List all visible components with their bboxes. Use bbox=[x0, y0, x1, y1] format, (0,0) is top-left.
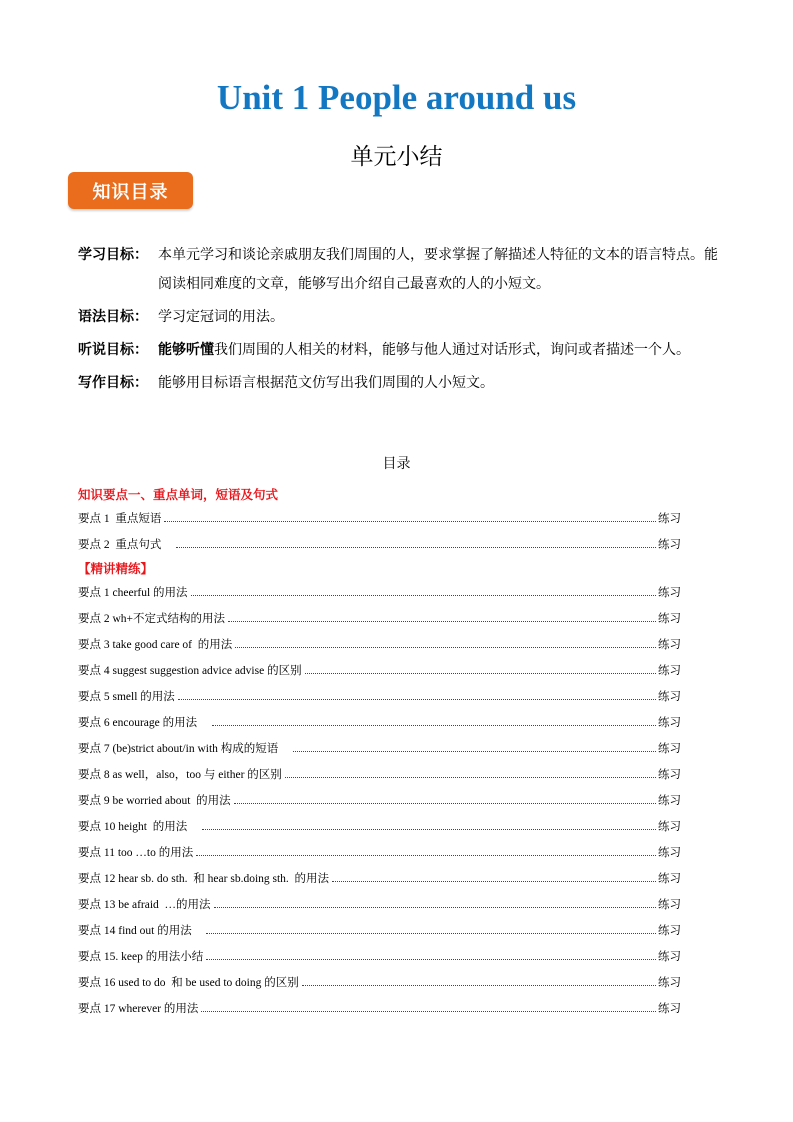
toc-entry-title: 要点 2 wh+不定式结构的用法 bbox=[78, 613, 226, 625]
toc-entry-page: 练习 bbox=[658, 899, 681, 911]
toc-leader-dots bbox=[191, 595, 656, 596]
toc-leader-dots bbox=[285, 777, 656, 778]
toc-entry[interactable] bbox=[78, 918, 681, 944]
toc-entry-title: 要点 10 height 的用法 bbox=[78, 821, 199, 833]
toc-entry[interactable] bbox=[78, 866, 681, 892]
toc-leader-dots bbox=[178, 699, 656, 700]
toc-entry-title: 要点 17 wherever 的用法 bbox=[78, 1003, 199, 1015]
toc-section-title: 【精讲精练】 bbox=[78, 561, 154, 576]
toc-entry-page: 练习 bbox=[658, 821, 681, 833]
toc-entry-page: 练习 bbox=[658, 1003, 681, 1015]
toc-entry-page: 练习 bbox=[658, 539, 681, 551]
toc-leader-dots bbox=[305, 673, 656, 674]
toc-entry[interactable] bbox=[78, 710, 681, 736]
toc-entry-page: 练习 bbox=[658, 639, 681, 651]
page-title: Unit 1 People around us bbox=[216, 78, 577, 117]
toc-leader-dots bbox=[206, 933, 656, 934]
toc-entry[interactable] bbox=[78, 532, 681, 558]
toc-leader-dots bbox=[332, 881, 656, 882]
goal-emphasis: 能够听懂 bbox=[158, 342, 214, 358]
toc-leader-dots bbox=[228, 621, 656, 622]
toc-entry[interactable] bbox=[78, 788, 681, 814]
toc-entry-page: 练习 bbox=[658, 513, 681, 525]
toc-entry[interactable] bbox=[78, 996, 681, 1022]
toc-entry[interactable] bbox=[78, 762, 681, 788]
toc-entry[interactable] bbox=[78, 684, 681, 710]
toc-entry-title: 要点 1 cheerful 的用法 bbox=[78, 587, 188, 599]
toc-entry-page: 练习 bbox=[658, 847, 681, 859]
table-of-contents bbox=[78, 484, 681, 1022]
toc-entry-page: 练习 bbox=[658, 925, 681, 937]
toc-entry-title: 要点 1 重点短语 bbox=[78, 513, 162, 525]
toc-entry-title: 要点 14 find out 的用法 bbox=[78, 925, 204, 937]
goal-grammar bbox=[78, 303, 723, 332]
toc-leader-dots bbox=[235, 647, 656, 648]
goal-text: 我们周围的人相关的材料，能够与他人通过对话形式，询问或者描述一个人。 bbox=[214, 342, 690, 358]
toc-entry-page: 练习 bbox=[658, 717, 681, 729]
toc-entry-page: 练习 bbox=[658, 665, 681, 677]
goal-text: 本单元学习和谈论亲戚朋友我们周围的人，要求掌握了解描述人特征的文本的语言特点。能阅读相同难度的文章，能够写出介绍自己最喜欢的人的小短文。 bbox=[158, 247, 718, 292]
goal-text: 学习定冠词的用法。 bbox=[158, 309, 284, 325]
toc-entry-title: 要点 8 as well，also，too 与 either 的区别 bbox=[78, 769, 282, 781]
toc-entry[interactable] bbox=[78, 840, 681, 866]
goal-label: 听说目标： bbox=[78, 342, 148, 358]
toc-leader-dots bbox=[293, 751, 656, 752]
toc-entry[interactable] bbox=[78, 580, 681, 606]
toc-entry-title: 要点 9 be worried about 的用法 bbox=[78, 795, 231, 807]
toc-entry[interactable] bbox=[78, 658, 681, 684]
toc-entry-page: 练习 bbox=[658, 691, 681, 703]
toc-entry-title: 要点 11 too …to 的用法 bbox=[78, 847, 194, 859]
toc-entry-page: 练习 bbox=[658, 977, 681, 989]
goal-listening-speaking bbox=[78, 336, 723, 365]
toc-entry-title: 要点 2 重点句式 bbox=[78, 539, 173, 551]
page-subtitle: 单元小结 bbox=[350, 144, 443, 170]
goal-label: 写作目标： bbox=[78, 375, 148, 391]
toc-entry[interactable] bbox=[78, 970, 681, 996]
toc-entry[interactable] bbox=[78, 814, 681, 840]
toc-entry-page: 练习 bbox=[658, 587, 681, 599]
toc-entry[interactable] bbox=[78, 506, 681, 532]
goal-study bbox=[78, 241, 723, 299]
learning-goals bbox=[78, 241, 723, 402]
toc-leader-dots bbox=[234, 803, 656, 804]
toc-leader-dots bbox=[176, 547, 656, 548]
toc-entry-page: 练习 bbox=[658, 795, 681, 807]
toc-entry-title: 要点 15. keep 的用法小结 bbox=[78, 951, 204, 963]
toc-leader-dots bbox=[164, 521, 656, 522]
toc-entry-page: 练习 bbox=[658, 613, 681, 625]
toc-entry-title: 要点 5 smell 的用法 bbox=[78, 691, 175, 703]
toc-entry-title: 要点 13 be afraid …的用法 bbox=[78, 899, 211, 911]
toc-leader-dots bbox=[202, 829, 656, 830]
toc-leader-dots bbox=[206, 959, 656, 960]
toc-leader-dots bbox=[214, 907, 656, 908]
toc-entry[interactable] bbox=[78, 892, 681, 918]
toc-entry[interactable] bbox=[78, 736, 681, 762]
toc-entry-title: 要点 16 used to do 和 be used to doing 的区别 bbox=[78, 977, 299, 989]
toc-leader-dots bbox=[201, 1011, 656, 1012]
toc-entry-title: 要点 4 suggest suggestion advice advise 的区别 bbox=[78, 665, 302, 677]
toc-leader-dots bbox=[196, 855, 656, 856]
toc-entry-title: 要点 12 hear sb. do sth. 和 hear sb.doing sth. 的用法 bbox=[78, 873, 330, 885]
toc-section-1-list bbox=[78, 506, 681, 558]
toc-entry-page: 练习 bbox=[658, 769, 681, 781]
toc-entry[interactable] bbox=[78, 606, 681, 632]
toc-entry-page: 练习 bbox=[658, 873, 681, 885]
toc-entry[interactable] bbox=[78, 632, 681, 658]
goal-writing bbox=[78, 369, 723, 398]
toc-section-title: 知识要点一、重点单词，短语及句式 bbox=[78, 487, 279, 502]
toc-entry[interactable] bbox=[78, 944, 681, 970]
toc-entry-title: 要点 7 (be)strict about/in with 构成的短语 bbox=[78, 743, 290, 755]
toc-heading: 目录 bbox=[382, 456, 411, 472]
toc-leader-dots bbox=[302, 985, 656, 986]
toc-entry-page: 练习 bbox=[658, 951, 681, 963]
toc-entry-page: 练习 bbox=[658, 743, 681, 755]
toc-section-2-list bbox=[78, 580, 681, 1022]
goal-text: 能够用目标语言根据范文仿写出我们周围的人小短文。 bbox=[158, 375, 494, 391]
toc-entry-title: 要点 3 take good care of 的用法 bbox=[78, 639, 233, 651]
toc-entry-title: 要点 6 encourage 的用法 bbox=[78, 717, 209, 729]
goal-label: 语法目标： bbox=[78, 309, 148, 325]
toc-leader-dots bbox=[212, 725, 656, 726]
section-badge: 知识目录 bbox=[68, 172, 193, 209]
goal-label: 学习目标： bbox=[78, 247, 148, 263]
